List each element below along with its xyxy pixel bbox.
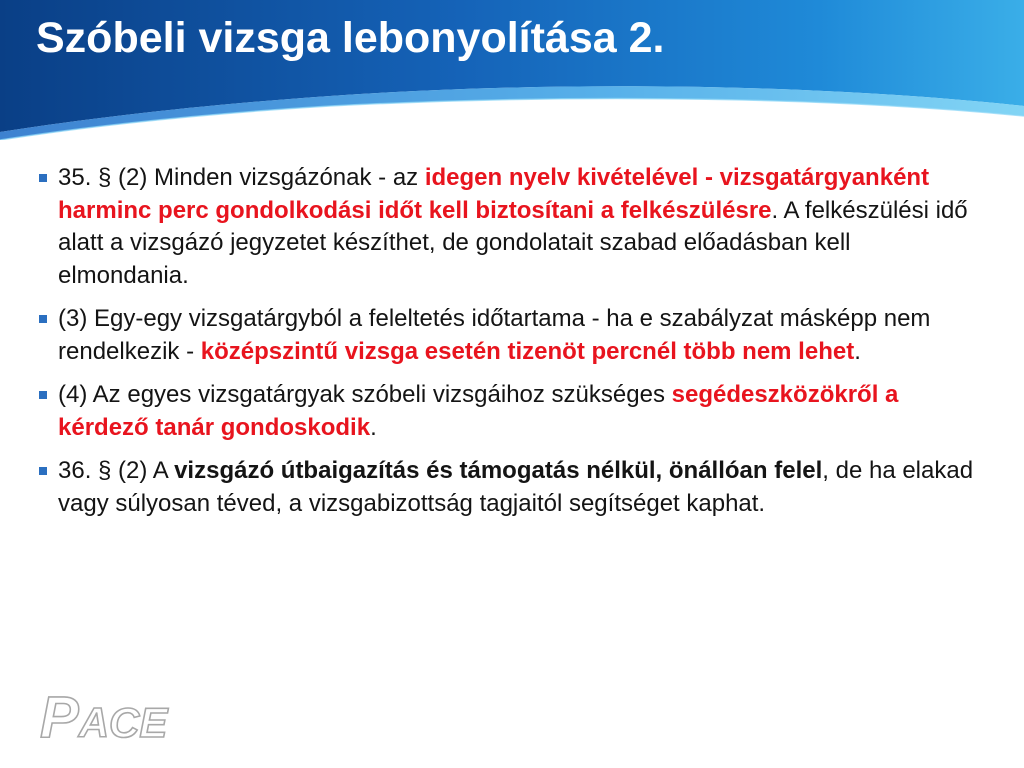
slide-header <box>0 0 1024 140</box>
list-item <box>36 455 986 520</box>
bullet-list <box>36 162 986 531</box>
list-item <box>36 379 986 444</box>
bullet-text: , de ha elakad vagy súlyosan téved, a vizsgabizottság tagjaitól segítséget kaphat. <box>58 457 974 517</box>
bullet-text: . <box>370 413 377 441</box>
bullet-text: (3) Egy-egy vizsgatárgyból a feleltetés időtartama - ha e szabályzat másképp nem rendelkezik - <box>58 305 931 365</box>
pace-logo <box>40 684 167 751</box>
square-bullet-icon <box>39 315 47 323</box>
highlight-text: segédeszközökről a kérdező tanár gondoskodik <box>58 381 899 441</box>
bullet-text: (4) Az egyes vizsgatárgyak szóbeli vizsgáihoz szükséges <box>58 381 672 408</box>
bullet-text: . <box>854 337 861 365</box>
highlight-text: középszintű vizsga esetén tizenöt percnél több nem lehet <box>200 337 855 365</box>
list-item <box>36 162 986 292</box>
bold-text: vizsgázó útbaigazítás és támogatás nélkül, önállóan felel <box>174 457 823 484</box>
slide-title: Szóbeli vizsga lebonyolítása 2. <box>36 14 665 62</box>
bullet-text: 35. § (2) Minden vizsgázónak - az <box>58 164 425 191</box>
logo-first-letter: P <box>40 685 79 750</box>
highlight-text: idegen nyelv kivételével - vizsgatárgyanként harminc perc gondolkodási időt kell biztosítani a felkészülésre <box>58 164 930 224</box>
square-bullet-icon <box>39 467 47 475</box>
list-item <box>36 303 986 368</box>
logo-rest: ACE <box>78 699 168 746</box>
bullet-text: . A felkészülési idő alatt a vizsgázó jegyzetet készíthet, de gondolatait szabad előadásban kell elmondania. <box>58 196 968 289</box>
bullet-text: 36. § (2) A <box>58 457 175 484</box>
square-bullet-icon <box>39 174 47 182</box>
square-bullet-icon <box>39 391 47 399</box>
